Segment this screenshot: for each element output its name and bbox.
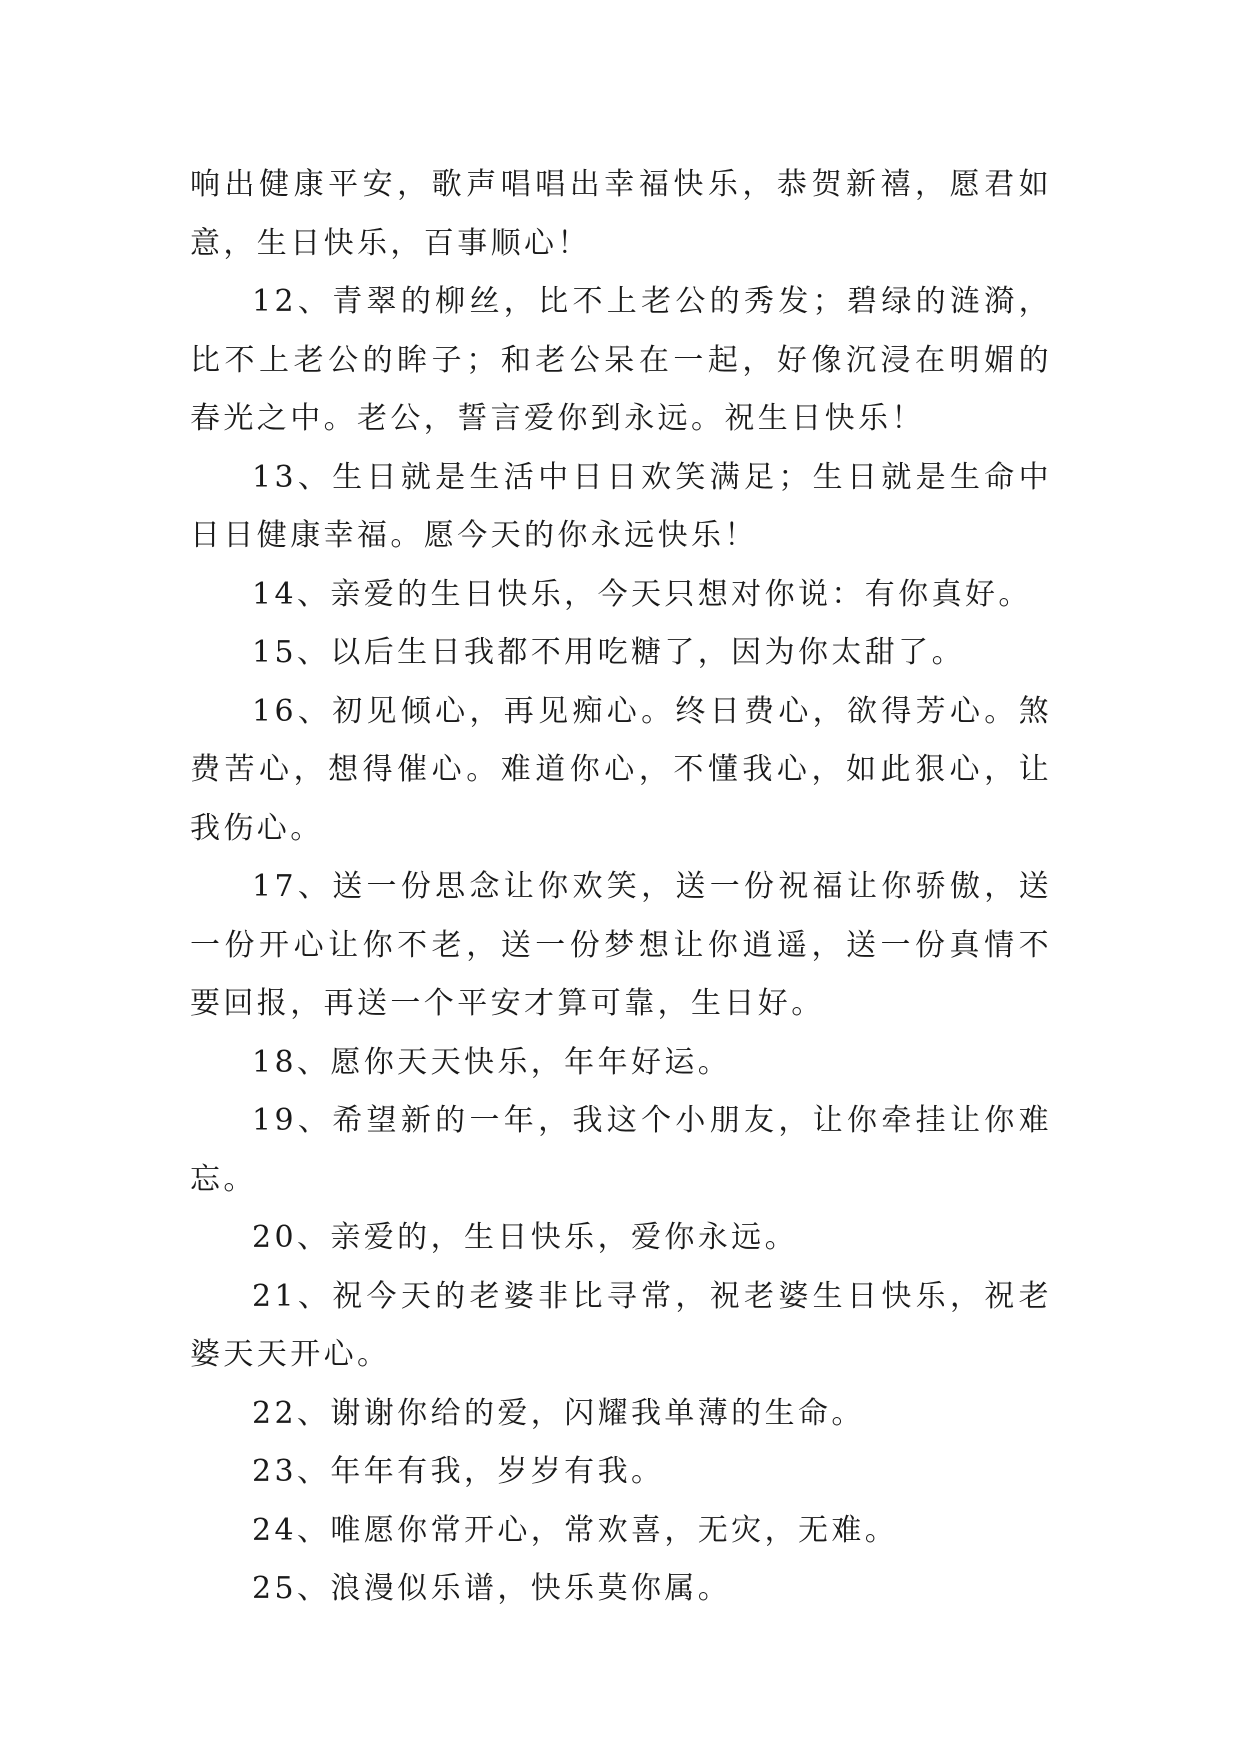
paragraph-item-20: 20、亲爱的，生日快乐，爱你永远。 [252, 1220, 798, 1255]
paragraph-item-16: 16、初见倾心，再见痴心。终日费心，欲得芳心。煞费苦心，想得催心。难道你心，不懂我心，如此狠心，让我伤心。 [190, 693, 1052, 846]
paragraph-item-15: 15、以后生日我都不用吃糖了，因为你太甜了。 [252, 635, 965, 670]
paragraph-item-13: 13、生日就是生活中日日欢笑满足；生日就是生命中日日健康幸福。愿今天的你永远快乐！ [190, 459, 1052, 553]
paragraph-item-25: 25、浪漫似乐谱，快乐莫你属。 [252, 1571, 732, 1606]
paragraph-item-22: 22、谢谢你给的爱，闪耀我单薄的生命。 [252, 1395, 865, 1431]
paragraph-item-21: 21、祝今天的老婆非比寻常，祝老婆生日快乐，祝老婆天天开心。 [190, 1278, 1052, 1372]
paragraph-item-23: 23、年年有我，岁岁有我。 [252, 1454, 665, 1489]
paragraph-item-14: 14、亲爱的生日快乐，今天只想对你说：有你真好。 [252, 576, 1032, 612]
document-page [190, 156, 1052, 1619]
paragraph-item-18: 18、愿你天天快乐，年年好运。 [252, 1044, 732, 1080]
paragraph-item-19: 19、希望新的一年，我这个小朋友，让你牵挂让你难忘。 [190, 1103, 1052, 1197]
paragraph-item-24: 24、唯愿你常开心，常欢喜，无灾，无难。 [252, 1512, 899, 1548]
paragraph-item-17: 17、送一份思念让你欢笑，送一份祝福让你骄傲，送一份开心让你不老，送一份梦想让你逍遥，送一份真情不要回报，再送一个平安才算可靠，生日好。 [190, 869, 1052, 1021]
paragraph-continuation: 响出健康平安，歌声唱唱出幸福快乐，恭贺新禧，愿君如意，生日快乐，百事顺心！ [190, 167, 1052, 261]
paragraph-item-12: 12、青翠的柳丝，比不上老公的秀发；碧绿的涟漪，比不上老公的眸子；和老公呆在一起，好像沉浸在明媚的春光之中。老公，誓言爱你到永远。祝生日快乐！ [190, 284, 1052, 436]
